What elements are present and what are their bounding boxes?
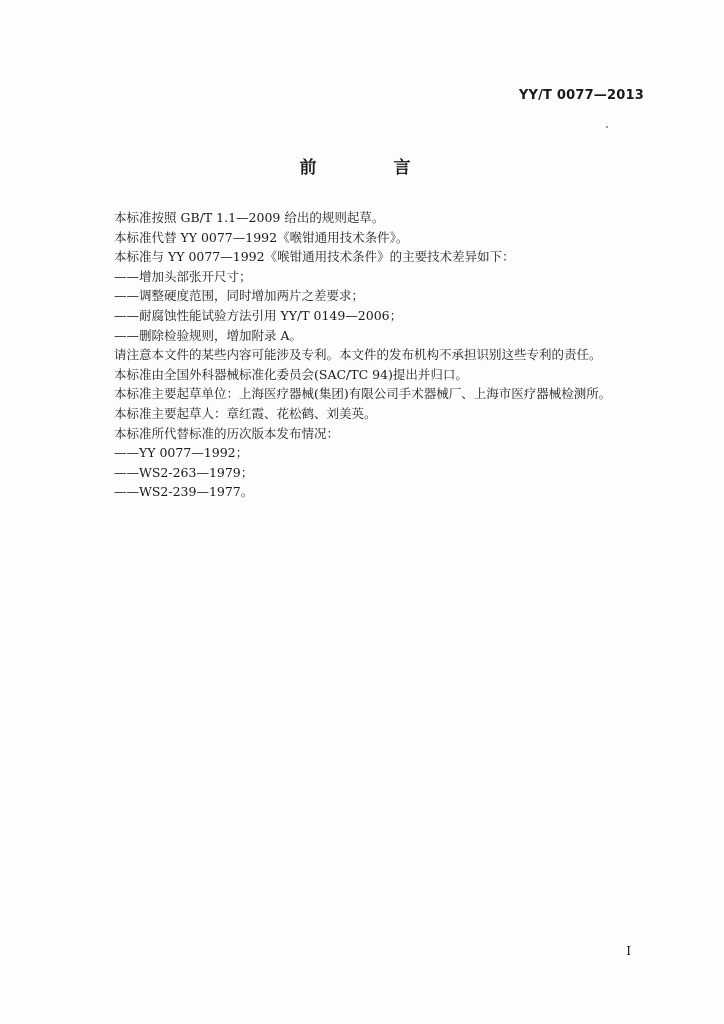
list-item: ——WS2-239—1977。 (114, 484, 254, 500)
page-number: I (626, 944, 631, 958)
paragraph-differences-intro: 本标准与 YY 0077—1992《喉钳通用技术条件》的主要技术差异如下： (114, 249, 515, 265)
paragraph-history-intro: 本标准所代替标准的历次版本发布情况： (114, 425, 340, 441)
paragraph-drafting-units: 本标准主要起草单位：上海医疗器械(集团)有限公司手术器械厂、上海市医疗器械检测所。 (114, 386, 612, 402)
list-item: ——增加头部张开尺寸； (114, 268, 252, 284)
paragraph-replaces: 本标准代替 YY 0077—1992《喉钳通用技术条件》。 (114, 229, 409, 245)
standard-code: YY/T 0077—2013 (518, 88, 644, 103)
list-item: ——WS2-263—1979； (114, 464, 254, 480)
list-item: ——调整硬度范围，同时增加两片之差要求； (114, 288, 365, 304)
list-item: ——删除检验规则，增加附录 A。 (114, 327, 303, 343)
paragraph-proposed-by: 本标准由全国外科器械标准化委员会(SAC/TC 94)提出并归口。 (114, 366, 468, 382)
foreword-body (114, 208, 634, 502)
page-title: 前 言 (299, 158, 441, 178)
list-item: ——YY 0077—1992； (114, 445, 249, 461)
list-item: ——耐腐蚀性能试验方法引用 YY/T 0149—2006； (114, 307, 403, 323)
scan-speck (606, 126, 608, 128)
paragraph-patent-notice: 请注意本文件的某些内容可能涉及专利。本文件的发布机构不承担识别这些专利的责任。 (114, 347, 602, 363)
paragraph-drafting-rules: 本标准按照 GB/T 1.1—2009 给出的规则起草。 (114, 210, 385, 225)
paragraph-drafters: 本标准主要起草人：章红霞、花松鹤、刘美英。 (114, 405, 377, 421)
